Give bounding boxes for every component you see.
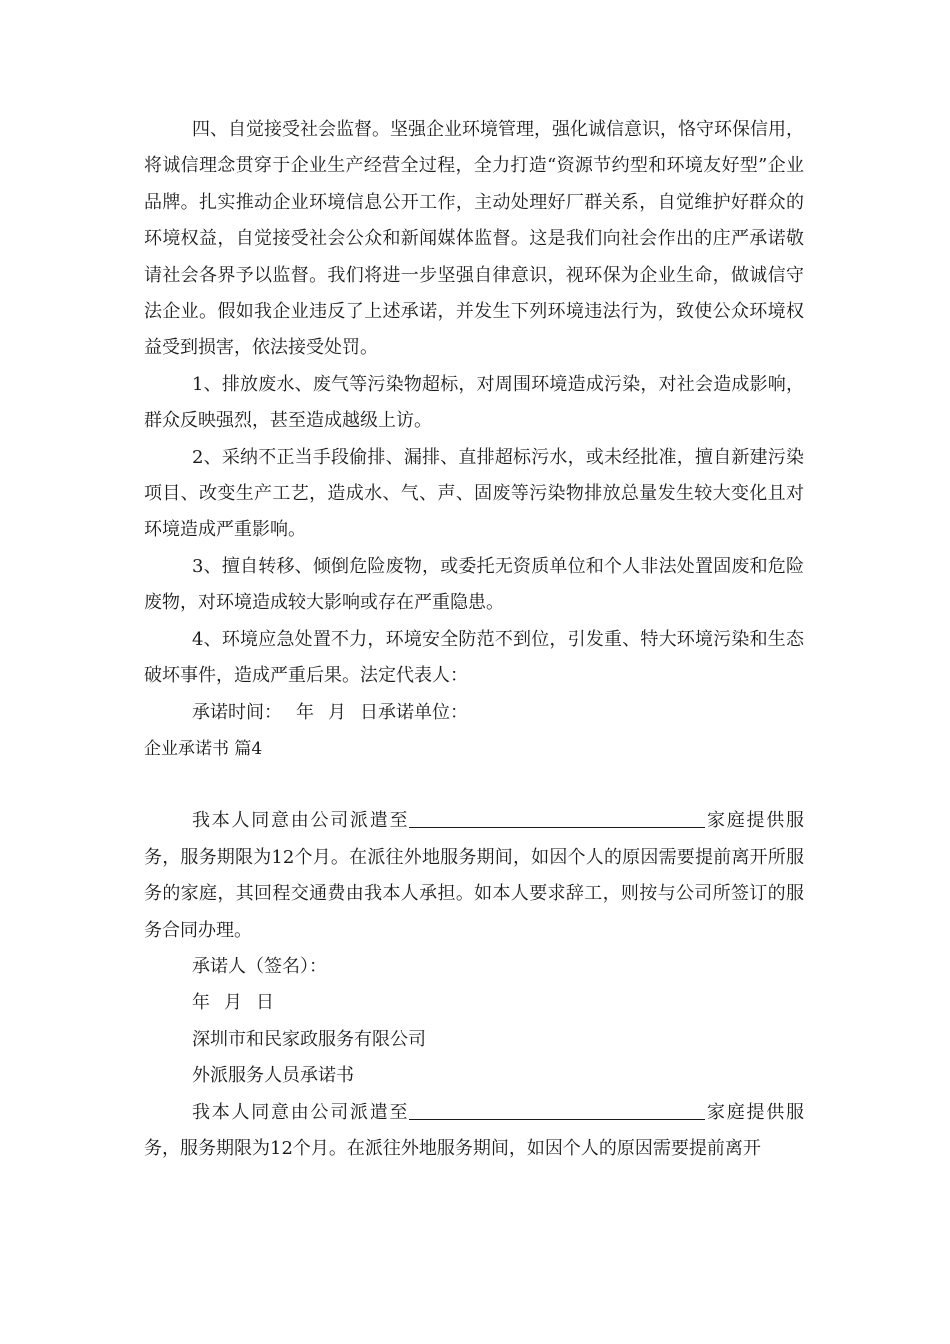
pledge-year-label: 年 [296,701,314,723]
pledge-p1-start: 我本人同意由公司派遣至 [192,810,410,832]
sign-date-line [144,985,804,1021]
family-blank-field [409,805,705,828]
document-title: 外派服务人员承诺书 [192,1065,354,1087]
pledge-paragraph-1 [144,803,804,949]
pledge-time-label: 承诺时间： [192,701,282,723]
violation-item-3: 3、擅自转移、倾倒危险废物，或委托无资质单位和个人非法处置固废和危险废物，对环境造成较大影响或存在严重隐患。 [144,555,804,614]
pledge-unit-label: 日承诺单位： [360,701,468,723]
pledge-p2-rest: 务，服务期限为12个月。在派往外地服务期间，如因个人的原因需要提前离开 [144,1137,761,1159]
pledge-paragraph-2 [144,1095,804,1168]
violation-item-1: 1、排放废水、废气等污染物超标，对周围环境造成污染，对社会造成影响，群众反映强烈，甚至造成越级上访。 [144,373,804,432]
pledge-month-label: 月 [328,701,346,723]
section-gap [144,767,804,803]
sign-month: 月 [224,992,242,1014]
signer-line: 承诺人（签名）： [192,955,327,977]
sign-day: 日 [256,992,274,1014]
pledge-p2-start: 我本人同意由公司派遣至 [192,1101,410,1123]
violation-item-4: 4、环境应急处置不力，环境安全防范不到位，引发重、特大环境污染和生态破坏事件，造成严重后果。法定代表人： [144,628,804,687]
pledge-date-line [144,695,804,731]
violation-item-2: 2、采纳不正当手段偷排、漏排、直排超标污水，或未经批准，擅自新建污染项目、改变生产工艺，造成水、气、声、固废等污染物排放总量发生较大变化且对环境造成严重影响。 [144,446,804,541]
section-heading: 企业承诺书 篇4 [144,738,263,759]
section4-paragraph: 四、自觉接受社会监督。坚强企业环境管理，强化诚信意识，恪守环保信用，将诚信理念贯穿于企业生产经营全过程，全力打造“资源节约型和环境友好型”企业品牌。扎实推动企业环境信息公开工作，主动处理好厂群关系，自觉维护好群众的环境权益，自觉接受社会公众和新闻媒体监督。这是我们向社会作出的庄严承诺敬请社会各界予以监督。我们将进一步坚强自律意识，视环保为企业生命，做诚信守法企业。假如我企业违反了上述承诺，并发生下列环境违法行为，致使公众环境权益受到损害，依法接受处罚。 [144,119,804,359]
pledge-p2-end: 家庭提供服 [705,1101,804,1123]
family-blank-field-2 [409,1097,705,1120]
pledge-p1-rest: 务，服务期限为12个月。在派往外地服务期间，如因个人的原因需要提前离开所服务的家庭，其回程交通费由我本人承担。如本人要求辞工，则按与公司所签订的服务合同办理。 [144,846,804,941]
company-name: 深圳市和民家政服务有限公司 [192,1028,426,1050]
sign-year: 年 [192,992,210,1014]
document-page [144,112,804,1167]
pledge-p1-end: 家庭提供服 [705,810,804,832]
